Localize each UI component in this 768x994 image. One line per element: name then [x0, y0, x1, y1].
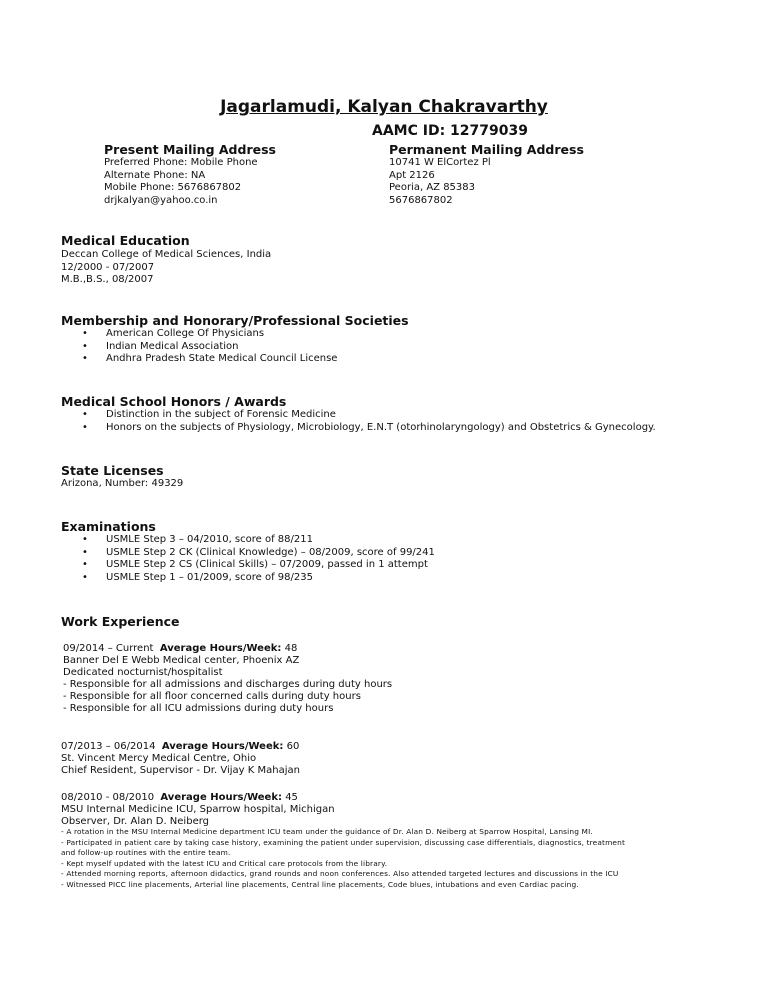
job-dates: 07/2013 – 06/2014: [61, 741, 156, 752]
permanent-address-heading: Permanent Mailing Address: [389, 142, 584, 157]
job-line: MSU Internal Medicine ICU, Sparrow hospital, Michigan: [61, 804, 335, 815]
job-line: - Responsible for all ICU admissions during duty hours: [63, 703, 334, 714]
aamc-id: [150, 123, 750, 139]
list-item: • USMLE Step 3 – 04/2010, score of 88/211: [82, 534, 435, 547]
permanent-address-block: [389, 157, 491, 207]
hours-label: Average Hours/Week:: [161, 741, 284, 752]
job-entry: [61, 792, 335, 828]
education-line: M.B.,B.S., 08/2007: [61, 274, 154, 285]
job-dates-line: [61, 741, 300, 753]
job-line: Observer, Dr. Alan D. Neiberg: [61, 816, 209, 827]
list-item: • Indian Medical Association: [82, 341, 337, 354]
job-line: Chief Resident, Supervisor - Dr. Vijay K Mahajan: [61, 765, 300, 776]
hours-label: Average Hours/Week:: [159, 643, 282, 654]
memberships-list: [82, 328, 337, 366]
job-dates-line: [63, 643, 392, 655]
hours-value: 45: [285, 792, 298, 803]
licenses-heading: State Licenses: [61, 463, 164, 478]
examinations-heading: Examinations: [61, 519, 156, 534]
hours-value: 48: [284, 643, 298, 654]
hours-label: Average Hours/Week:: [160, 792, 282, 803]
present-address-heading: Present Mailing Address: [104, 142, 276, 157]
permanent-address-line: 10741 W ElCortez Pl: [389, 157, 491, 168]
memberships-heading: Membership and Honorary/Professional Societies: [61, 313, 409, 328]
list-item: • Distinction in the subject of Forensic Medicine: [82, 409, 656, 422]
list-item: • American College Of Physicians: [82, 328, 337, 341]
work-heading: Work Experience: [61, 614, 180, 629]
permanent-address-line: Apt 2126: [389, 169, 435, 181]
job-detail-line: and follow-up routines with the entire team.: [61, 848, 231, 858]
education-line: 12/2000 - 07/2007: [61, 261, 155, 273]
job-dates: 08/2010 - 08/2010: [61, 792, 155, 803]
job-dates: 09/2014 – Current: [63, 643, 154, 654]
honors-heading: Medical School Honors / Awards: [61, 394, 287, 409]
job-line: Dedicated nocturnist/hospitalist: [63, 667, 223, 678]
job-details: [61, 827, 625, 891]
job-line: Banner Del E Webb Medical center, Phoenix AZ: [63, 655, 300, 666]
candidate-name: Jagarlamudi, Kalyan Chakravarthy: [220, 97, 548, 117]
job-line: St. Vincent Mercy Medical Centre, Ohio: [61, 753, 257, 764]
present-address-email: drjkalyan@yahoo.co.in: [104, 194, 218, 206]
present-address-line: Preferred Phone: Mobile Phone: [104, 157, 258, 168]
job-detail-line: - Participated in patient care by taking case history, examining the patient under supervision, discussing case differentials, diagnostics, treatment: [61, 837, 625, 847]
job-detail-line: - Attended morning reports, afternoon didactics, grand rounds and noon conferences. Also attended targeted lectures and discussions in the ICU: [61, 869, 619, 879]
list-item: • Honors on the subjects of Physiology, Microbiology, E.N.T (otorhinolaryngology) and Obstetrics & Gynecology.: [82, 422, 656, 435]
license-text: Arizona, Number: 49329: [61, 478, 184, 489]
present-address-line: Alternate Phone: NA: [104, 169, 206, 181]
list-item: • USMLE Step 2 CS (Clinical Skills) – 07/2009, passed in 1 attempt: [82, 559, 435, 572]
list-item: • USMLE Step 2 CK (Clinical Knowledge) – 08/2009, score of 99/241: [82, 547, 435, 560]
job-detail-line: - Kept myself updated with the latest ICU and Critical care protocols from the library.: [61, 858, 388, 868]
hours-value: 60: [286, 741, 300, 752]
permanent-address-line: Peoria, AZ 85383: [389, 182, 476, 193]
job-dates-line: [61, 792, 335, 804]
education-line: Deccan College of Medical Sciences, India: [61, 249, 272, 260]
list-item: • USMLE Step 1 – 01/2009, score of 98/235: [82, 572, 435, 585]
job-line: - Responsible for all admissions and discharges during duty hours: [63, 679, 393, 690]
job-detail-line: - Witnessed PICC line placements, Arterial line placements, Central line placements, Code blues, intubations and even Cardiac pacing.: [61, 879, 579, 889]
job-entry: [63, 643, 392, 715]
education-block: [61, 249, 271, 287]
examinations-list: [82, 534, 435, 584]
job-line: - Responsible for all floor concerned calls during duty hours: [63, 691, 361, 702]
honors-list: [82, 409, 656, 434]
present-address-block: [104, 157, 258, 207]
job-detail-line: - A rotation in the MSU Internal Medicine department ICU team under the guidance of Dr. Alan D. Neiberg at Sparrow Hospital, Lansing MI.: [61, 827, 593, 836]
aamc-id-text: AAMC ID: 12779039: [372, 123, 528, 139]
education-heading: Medical Education: [61, 233, 190, 248]
list-item: • Andhra Pradesh State Medical Council License: [82, 353, 337, 366]
job-entry: [61, 741, 300, 777]
permanent-address-line: 5676867802: [389, 194, 453, 206]
present-address-line: Mobile Phone: 5676867802: [104, 182, 242, 193]
